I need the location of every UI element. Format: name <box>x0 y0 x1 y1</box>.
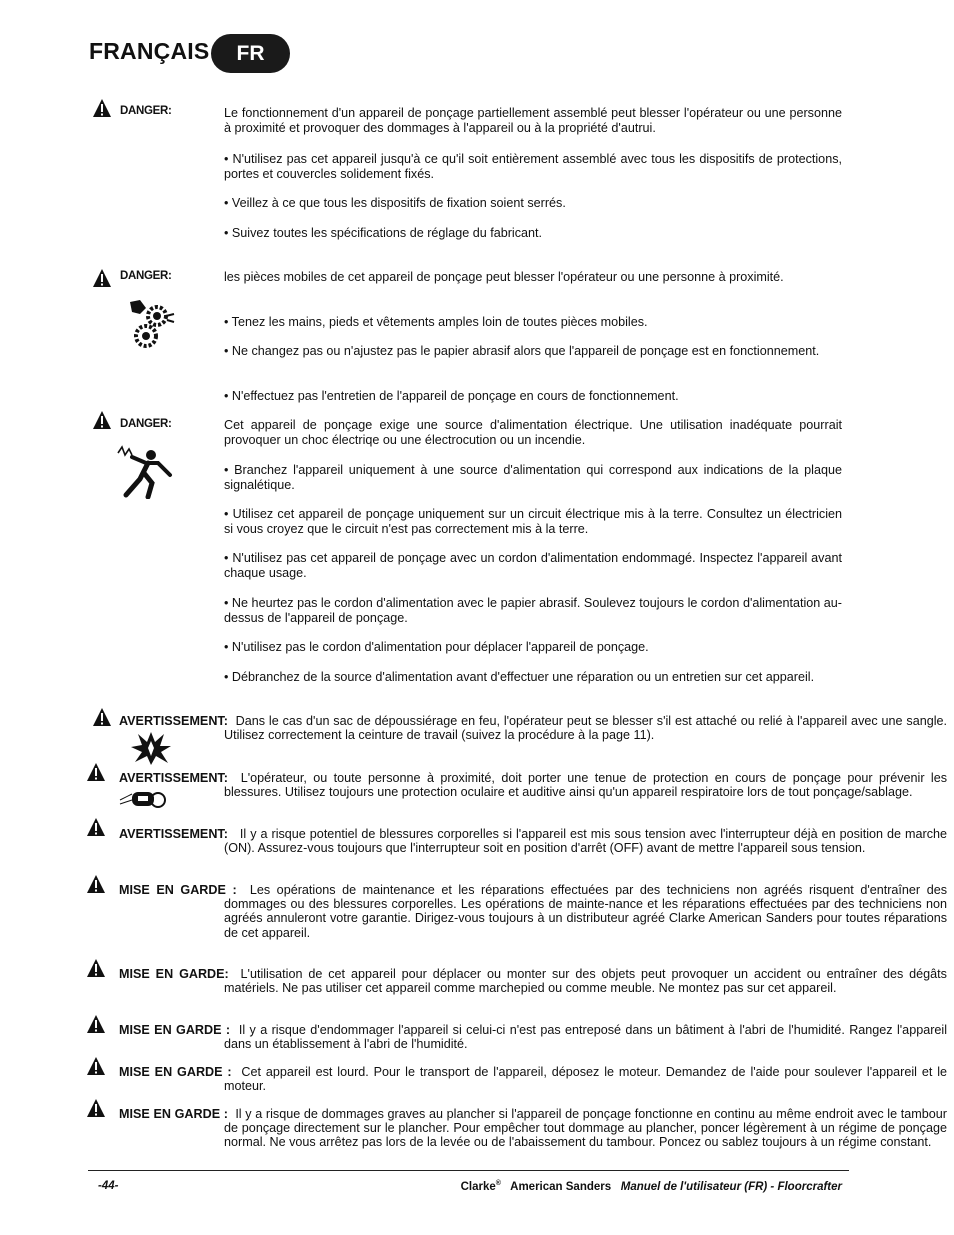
page-title: FRANÇAIS <box>89 38 210 64</box>
warning-label: MISE EN GARDE : <box>119 1107 228 1121</box>
warning-triangle-icon <box>86 1056 106 1076</box>
language-badge: FR <box>211 34 290 73</box>
warning-triangle-icon <box>86 1014 106 1034</box>
warning-text: Il y a risque potentiel de blessures corporelles si l'appareil est mis sous tension avec l'interrupteur déjà en position de marche (ON). Assurez-vous toujours que l'interrupteur soit en position d'arrêt (OFF) avant de mettre l'appareil sous tension. <box>224 827 948 856</box>
warning-triangle-icon <box>92 268 112 288</box>
danger-bullet: • N'utilisez pas le cordon d'alimentation pour déplacer l'appareil de ponçage. <box>224 640 649 654</box>
footer-text <box>461 1180 842 1193</box>
warning-text: L'opérateur, ou toute personne à proximité, doit porter une tenue de protection en cours de ponçage pour prévenir les blessures. Utilisez toujours une protection oculaire et auditive ainsi qu'un appareil respiratoire lors de tout ponçage/sablage. <box>224 771 948 800</box>
warning-item <box>119 1023 947 1051</box>
danger-bullet: • Suivez toutes les spécifications de réglage du fabricant. <box>224 226 543 240</box>
warning-triangle-icon <box>86 1098 106 1118</box>
warning-item <box>119 714 947 742</box>
danger-label: DANGER: <box>120 418 172 430</box>
warning-label: MISE EN GARDE : <box>119 883 237 897</box>
warning-triangle-icon <box>92 410 112 430</box>
warning-text: L'utilisation de cet appareil pour déplacer ou monter sur des objets peut provoquer un accident ou entraîner des dégâts matériels. Ne pas utiliser cet appareil comme marchepied ou comme meuble. Ne montez pas sur cet appareil. <box>224 967 947 996</box>
warning-text: Cet appareil est lourd. Pour le transport de l'appareil, déposez le moteur. Demandez de l'aide pour soulever l'appareil et le moteur. <box>224 1065 948 1094</box>
warning-text: Il y a risque de dommages graves au plancher si l'appareil de ponçage fonctionne en continu au même endroit avec le tambour de ponçage directement sur le plancher. Pour empêcher tout dommage au plancher, poncer légèrement à un régime de ponçage normal. Ne vous arrêtez pas lors de la levée ou de l'abaissement du tambour. Poncez ou sablez toujours à un régime constant. <box>224 1107 947 1150</box>
warning-item <box>119 1065 947 1093</box>
warning-item <box>119 1107 947 1150</box>
warning-item <box>119 967 947 995</box>
warning-triangle-icon <box>92 707 112 727</box>
danger-bullet: • Utilisez cet appareil de ponçage uniquement sur un circuit électrique mis à la terre. Consultez un électricien si vous croyez que le circuit n'est pas correctement mis à la terre. <box>224 507 842 536</box>
warning-triangle-icon <box>86 762 106 782</box>
warning-label: AVERTISSEMENT: <box>119 771 228 785</box>
danger-bullet: • Branchez l'appareil uniquement à une source d'alimentation qui correspond aux indications de la plaque signalétique. <box>224 463 842 492</box>
danger-bullet: • N'effectuez pas l'entretien de l'appareil de ponçage en cours de fonctionnement. <box>224 389 679 403</box>
warning-item <box>119 771 947 799</box>
danger-bullet: • Débranchez de la source d'alimentation avant d'effectuer une réparation ou un entretien sur cet appareil. <box>224 670 815 684</box>
electric-shock-icon <box>116 443 174 499</box>
warning-triangle-icon <box>86 874 106 894</box>
warning-label: AVERTISSEMENT: <box>119 714 228 728</box>
danger-bullet: • Veillez à ce que tous les dispositifs de fixation soient serrés. <box>224 196 566 210</box>
warning-triangle-icon <box>86 958 106 978</box>
danger-bullet: • Ne heurtez pas le cordon d'alimentation avec le papier abrasif. Soulevez toujours le cordon d'alimentation au-dessus de l'appareil de ponçage. <box>224 596 842 625</box>
footer-rule <box>88 1170 849 1171</box>
danger-intro: Le fonctionnement d'un appareil de ponçage partiellement assemblé peut blesser l'opérateur ou une personne à proximité et provoquer des dommages à l'appareil ou à la propriété d'autrui. <box>224 106 842 135</box>
page-number: -44- <box>98 1180 119 1192</box>
warning-text: Il y a risque d'endommager l'appareil si celui-ci n'est pas entreposé dans un bâtiment à l'abri de l'humidité. Rangez l'appareil dans un établissement à l'abri de l'humidité. <box>224 1023 947 1052</box>
footer-manual: Manuel de l'utilisateur (FR) - Floorcrafter <box>620 1180 842 1193</box>
warning-triangle-icon <box>86 817 106 837</box>
danger-intro: les pièces mobiles de cet appareil de ponçage peut blesser l'opérateur ou une personne à proximité. <box>224 270 784 284</box>
warning-text: Dans le cas d'un sac de dépoussiérage en feu, l'opérateur peut se blesser s'il est attaché ou relié à l'appareil avec une sangle. Utilisez correctement la ceinture de travail (suivez la procédure à la page 11). <box>224 714 948 743</box>
footer-brand: Clarke <box>460 1180 496 1193</box>
warning-item <box>119 827 947 855</box>
danger-label: DANGER: <box>120 105 172 117</box>
warning-text: Les opérations de maintenance et les réparations effectuées par des techniciens non agréés risquent d'entraîner des dommages ou des blessures corporelles. Les opérations de mainte-nance et les réparations effectuées par des techniciens non agréés annuleront votre garantie. Dirigez-vous toujours à un distributeur agréé Clarke American Sanders pour toutes réparations de cet appareil. <box>224 883 947 940</box>
warning-label: MISE EN GARDE: <box>119 967 229 981</box>
danger-bullet: • N'utilisez pas cet appareil de ponçage avec un cordon d'alimentation endommagé. Inspectez l'appareil avant chaque usage. <box>224 551 842 580</box>
warning-label: MISE EN GARDE : <box>119 1065 232 1079</box>
danger-bullet: • N'utilisez pas cet appareil jusqu'à ce qu'il soit entièrement assemblé avec tous les dispositifs de protections, portes et couvercles solidement fixés. <box>224 152 842 181</box>
warning-label: MISE EN GARDE : <box>119 1023 231 1037</box>
moving-parts-gear-hand-icon <box>126 298 176 350</box>
warning-triangle-icon <box>92 98 112 118</box>
warning-item <box>119 883 947 940</box>
danger-bullet: • Tenez les mains, pieds et vêtements amples loin de toutes pièces mobiles. <box>224 315 648 329</box>
danger-intro: Cet appareil de ponçage exige une source d'alimentation électrique. Une utilisation inadéquate pourrait provoquer un choc électriqe ou une électrocution ou un incendie. <box>224 418 842 447</box>
registered-mark: ® <box>495 1180 501 1187</box>
warning-label: AVERTISSEMENT: <box>119 827 228 841</box>
danger-label: DANGER: <box>120 270 172 282</box>
danger-bullet: • Ne changez pas ou n'ajustez pas le papier abrasif alors que l'appareil de ponçage est en fonctionnement. <box>224 344 820 358</box>
footer-company: American Sanders <box>510 1180 612 1193</box>
